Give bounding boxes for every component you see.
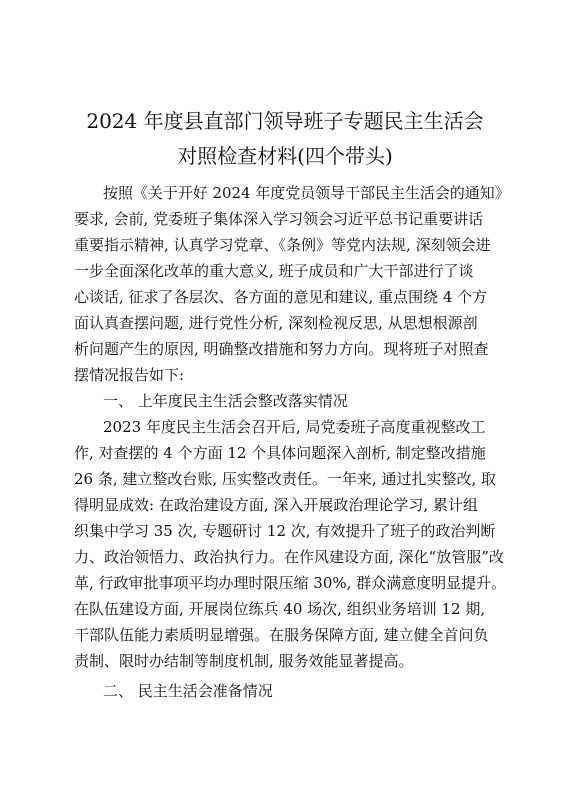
- section-heading-1: 一、 上年度民主生活会整改落实情况: [103, 392, 348, 410]
- body-line: 织集中学习 35 次, 专题研讨 12 次, 有效提升了班子的政治判断: [74, 522, 496, 540]
- body-line: 得明显成效: 在政治建设方面, 深入开展政治理论学习, 累计组: [74, 496, 478, 514]
- body-line: 在队伍建设方面, 开展岗位练兵 40 场次, 组织业务培训 12 期,: [74, 600, 486, 618]
- body-line: 责制、限时办结制等制度机制, 服务效能显著提高。: [74, 652, 414, 670]
- body-line: 作, 对查摆的 4 个方面 12 个具体问题深入剖析, 制定整改措施: [74, 444, 486, 462]
- body-line: 摆情况报告如下:: [74, 366, 185, 384]
- body-line: 2023 年度民主生活会召开后, 局党委班子高度重视整改工: [103, 418, 486, 436]
- body-line: 力、政治领悟力、政治执行力。在作风建设方面, 深化“放管服”改: [74, 548, 504, 566]
- body-line: 重要指示精神, 认真学习党章、《条例》等党内法规, 深刻领会进: [74, 236, 491, 254]
- body-line: 干部队伍能力素质明显增强。在服务保障方面, 建立健全首问负: [74, 626, 489, 644]
- document-title-line-2: 对照检查材料(四个带头): [177, 144, 393, 168]
- body-line: 心谈话, 征求了各层次、各方面的意见和建议, 重点围绕 4 个方: [74, 288, 488, 306]
- body-line: 按照《关于开好 2024 年度党员领导干部民主生活会的通知》: [103, 184, 510, 202]
- body-line: 面认真查摆问题, 进行党性分析, 深刻检视反思, 从思想根源剖: [74, 314, 478, 332]
- body-line: 一步全面深化改革的重大意义, 班子成员和广大干部进行了谈: [74, 262, 474, 280]
- body-line: 析问题产生的原因, 明确整改措施和努力方向。现将班子对照查: [74, 340, 489, 358]
- body-line: 革, 行政审批事项平均办理时限压缩 30%, 群众满意度明显提升。: [74, 574, 507, 592]
- document-title-line-1: 2024 年度县直部门领导班子专题民主生活会: [86, 109, 484, 133]
- section-heading-2: 二、 民主生活会准备情况: [103, 682, 273, 700]
- body-line: 要求, 会前, 党委班子集体深入学习领会习近平总书记重要讲话: [74, 210, 484, 228]
- body-line: 26 条, 建立整改台账, 压实整改责任。一年来, 通过扎实整改, 取: [74, 470, 497, 488]
